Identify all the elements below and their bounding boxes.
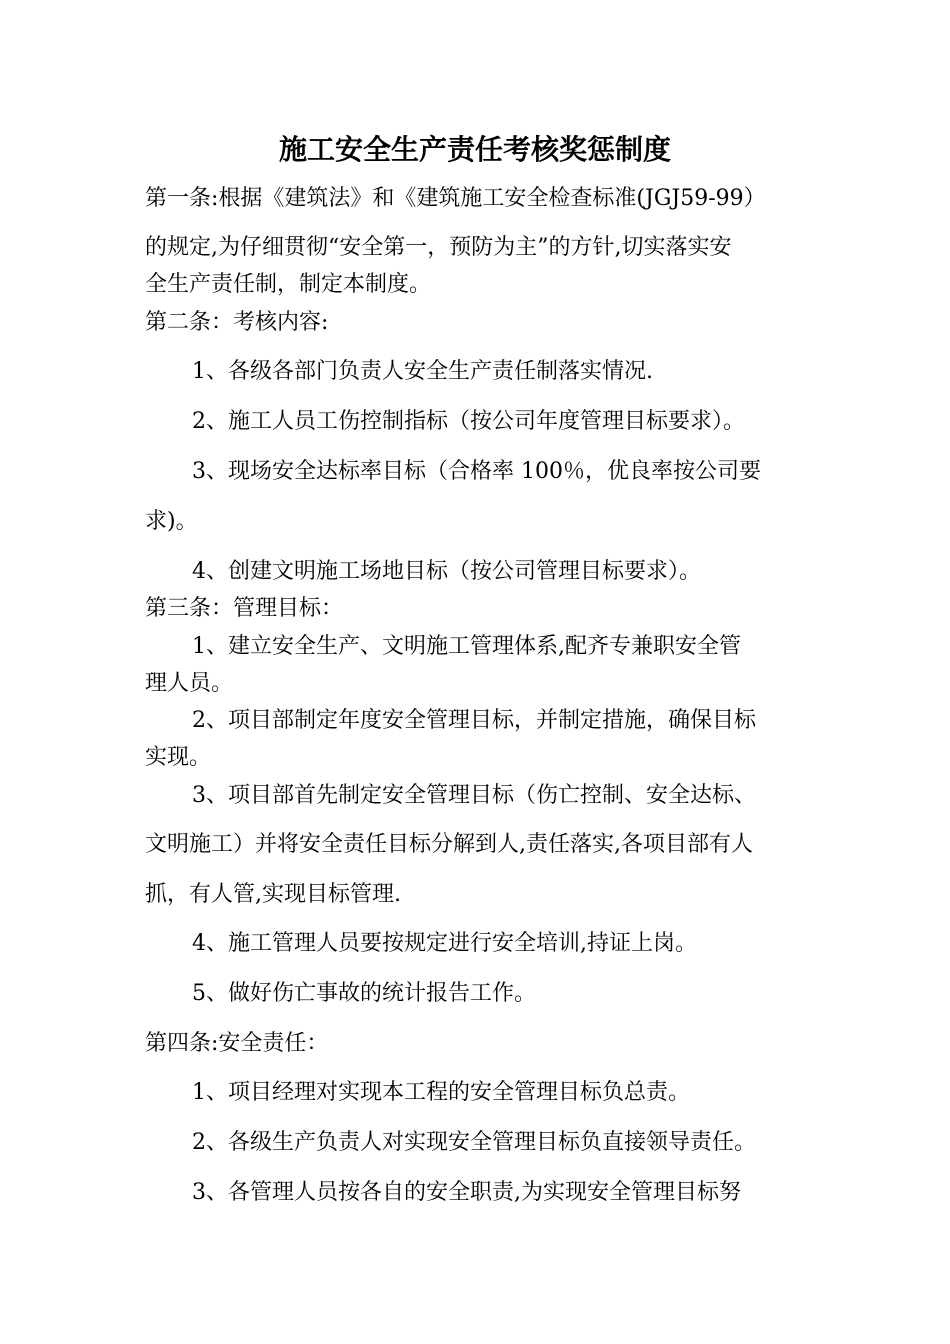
list-item-continuation: 文明施工）并将安全责任目标分解到人,责任落实,各项目部有人 — [145, 832, 753, 857]
paragraph-line: 的规定,为仔细贯彻“安全第一，预防为主”的方针,切实落实安 — [145, 235, 732, 260]
article-3-heading: 第三条：管理目标： — [145, 596, 344, 621]
list-item: 1、各级各部门负责人安全生产责任制落实情况. — [192, 359, 653, 384]
list-item: 5、做好伤亡事故的统计报告工作。 — [192, 981, 536, 1006]
list-item-continuation: 求)。 — [145, 509, 198, 534]
article-1-heading-line: 第一条:根据《建筑法》和《建筑施工安全检查标准(JGJ59-99） — [145, 186, 766, 211]
list-item: 3、各管理人员按各自的安全职责,为实现安全管理目标努 — [192, 1180, 741, 1205]
paragraph-line: 全生产责任制，制定本制度。 — [145, 272, 432, 297]
list-item: 4、施工管理人员要按规定进行安全培训,持证上岗。 — [192, 931, 697, 956]
list-item: 3、现场安全达标率目标（合格率 100％，优良率按公司要 — [192, 459, 761, 484]
article-2-heading: 第二条：考核内容: — [145, 310, 329, 335]
list-item: 2、项目部制定年度安全管理目标，并制定措施，确保目标 — [192, 708, 756, 733]
list-item: 2、各级生产负责人对实现安全管理目标负直接领导责任。 — [192, 1130, 756, 1155]
list-item: 1、建立安全生产、文明施工管理体系,配齐专兼职安全管 — [192, 634, 741, 659]
list-item-continuation: 抓，有人管,实现目标管理. — [145, 882, 401, 907]
article-4-heading: 第四条:安全责任： — [145, 1031, 329, 1056]
list-item: 1、项目经理对实现本工程的安全管理目标负总责。 — [192, 1080, 690, 1105]
document-title: 施工安全生产责任考核奖惩制度 — [278, 133, 671, 166]
list-item-continuation: 实现。 — [145, 745, 212, 770]
list-item: 3、项目部首先制定安全管理目标（伤亡控制、安全达标、 — [192, 783, 756, 808]
list-item-continuation: 理人员。 — [145, 671, 234, 696]
list-item: 4、创建文明施工场地目标（按公司管理目标要求）。 — [192, 559, 701, 584]
list-item: 2、施工人员工伤控制指标（按公司年度管理目标要求）。 — [192, 409, 745, 434]
